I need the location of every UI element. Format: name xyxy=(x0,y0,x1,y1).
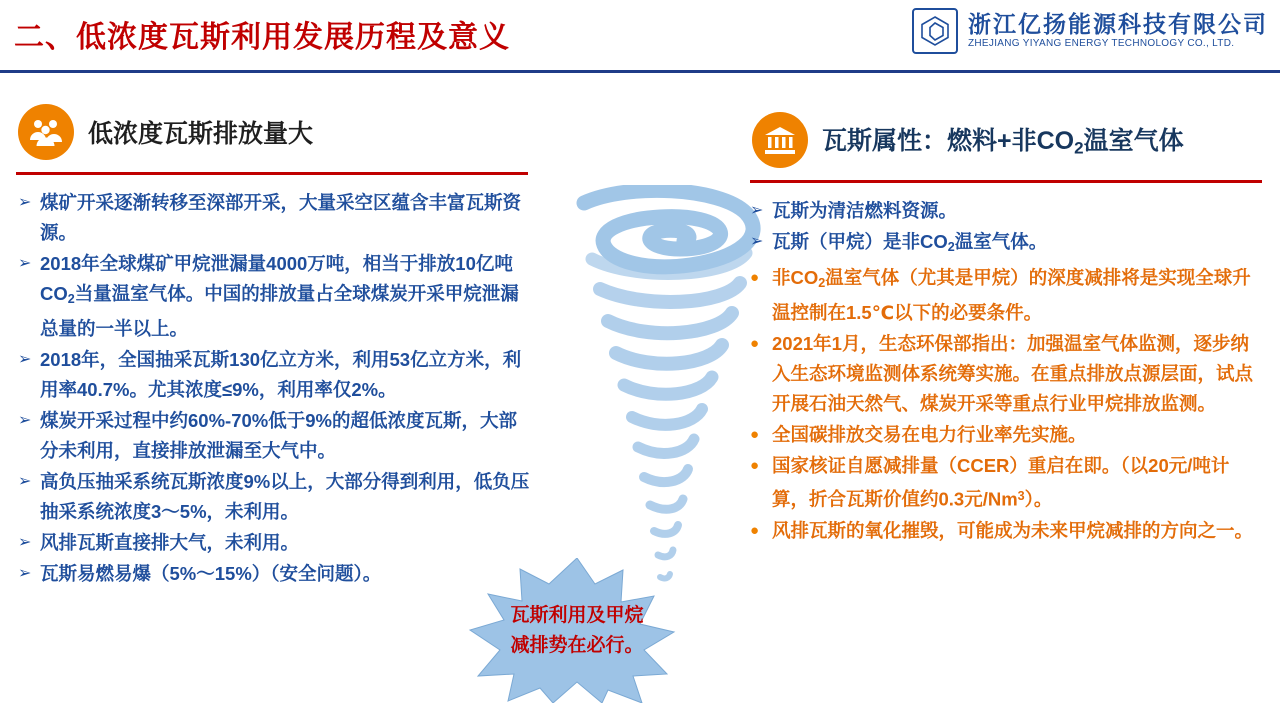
list-item-text: 2018年，全国抽采瓦斯130亿立方米，利用53亿立方米，利用率40.7%。尤其浓度≤9%，利用率仅2%。 xyxy=(40,349,522,401)
list-item-text: 2021年1月，生态环保部指出：加强温室气体监测，逐步纳入生态环境监测体系统筹实施。在重点排放点源层面，试点开展石油天然气、煤炭开采等重点行业甲烷排放监测。 xyxy=(772,333,1254,415)
company-name-cn: 浙江亿扬能源科技有限公司 xyxy=(968,11,1268,38)
left-panel-heading xyxy=(18,104,313,160)
arrow-bullet-icon: ➢ xyxy=(18,565,32,583)
right-panel-title: 瓦斯属性：燃料+非$CO_2$温室气体 xyxy=(822,127,1184,158)
bank-institution-icon xyxy=(752,112,808,168)
dot-bullet-icon: ● xyxy=(750,521,760,539)
list-item xyxy=(750,263,1266,328)
list-item xyxy=(18,406,534,466)
list-item-text: 煤炭开采过程中约60%-70%低于9%的超低浓度瓦斯，大部分未利用，直接排放泄漏至大气中。 xyxy=(40,410,517,462)
arrow-bullet-icon: ➢ xyxy=(750,202,764,219)
slide-header xyxy=(0,0,1280,76)
arrow-bullet-icon: ➢ xyxy=(18,473,32,491)
list-item-text: 瓦斯易燃易爆（5%～15%）（安全问题）。 xyxy=(40,563,382,585)
list-item xyxy=(750,516,1266,546)
left-panel-title: 低浓度瓦斯排放量大 xyxy=(88,120,314,148)
arrow-bullet-icon: ➢ xyxy=(750,233,764,250)
callout-line-1: 瓦斯利用及甲烷 xyxy=(510,604,644,626)
callout-text xyxy=(452,558,702,703)
list-item-text: 国家核证自愿减排量（CCER）重启在即。（以20元/吨计算，折合瓦斯价值约0.3元/Nm$^3$）。 xyxy=(772,455,1230,510)
right-bullet-list xyxy=(750,196,1266,547)
arrow-bullet-icon: ➢ xyxy=(18,194,32,211)
list-item xyxy=(750,329,1266,419)
status-badge xyxy=(452,558,702,703)
list-item xyxy=(18,188,534,248)
arrow-bullet-icon: ➢ xyxy=(18,255,32,272)
list-item-text: 煤矿开采逐渐转移至深部开采，大量采空区蕴含丰富瓦斯资源。 xyxy=(40,192,522,243)
arrow-bullet-icon: ➢ xyxy=(18,351,32,369)
list-item-text: 瓦斯为清洁燃料资源。 xyxy=(772,200,958,221)
left-panel-underline xyxy=(16,172,528,175)
list-item-text: 全国碳排放交易在电力行业率先实施。 xyxy=(772,424,1087,446)
dot-bullet-icon: ● xyxy=(750,335,760,353)
header-divider xyxy=(0,70,1280,73)
list-item xyxy=(18,249,534,344)
arrow-bullet-icon: ➢ xyxy=(18,412,32,430)
arrow-bullet-icon: ➢ xyxy=(18,534,32,552)
company-name-en: ZHEJIANG YIYANG ENERGY TECHNOLOGY CO., LTD. xyxy=(968,38,1235,50)
list-item-text: 非$CO_2$温室气体（尤其是甲烷）的深度减排将是实现全球升温控制在1.5℃以下的必要条件。 xyxy=(772,267,1251,324)
list-item xyxy=(18,345,534,405)
hexagon-logo-icon xyxy=(912,8,958,54)
list-item xyxy=(750,420,1266,450)
list-item xyxy=(750,227,1266,262)
list-item xyxy=(18,528,534,558)
company-logo xyxy=(912,8,1268,54)
left-bullet-list xyxy=(18,188,534,590)
list-item-text: 风排瓦斯的氧化摧毁，可能成为未来甲烷减排的方向之一。 xyxy=(772,519,1254,541)
list-item-text: 瓦斯（甲烷）是非$CO_2$温室气体。 xyxy=(772,231,1048,255)
dot-bullet-icon: ● xyxy=(750,426,760,444)
dot-bullet-icon: ● xyxy=(750,457,760,475)
list-item xyxy=(750,451,1266,515)
list-item-text: 2018年全球煤矿甲烷泄漏量4000万吨，相当于排放10亿吨$CO_2$当量温室气体。中国的排放量占全球煤炭开采甲烷泄漏总量的一半以上。 xyxy=(40,253,519,340)
list-item-text: 高负压抽采系统瓦斯浓度9%以上，大部分得到利用，低负压抽采系统浓度3～5%，未利用。 xyxy=(40,471,530,523)
callout-line-2: 减排势在必行。 xyxy=(510,634,644,656)
right-panel-underline xyxy=(750,180,1262,183)
right-panel-heading xyxy=(752,112,1184,168)
list-item xyxy=(18,467,534,527)
dot-bullet-icon: ● xyxy=(750,269,760,287)
list-item xyxy=(750,196,1266,226)
list-item-text: 风排瓦斯直接排大气，未利用。 xyxy=(40,532,300,554)
page-title: 二、低浓度瓦斯利用发展历程及意义 xyxy=(14,21,510,54)
people-group-icon xyxy=(18,104,74,160)
